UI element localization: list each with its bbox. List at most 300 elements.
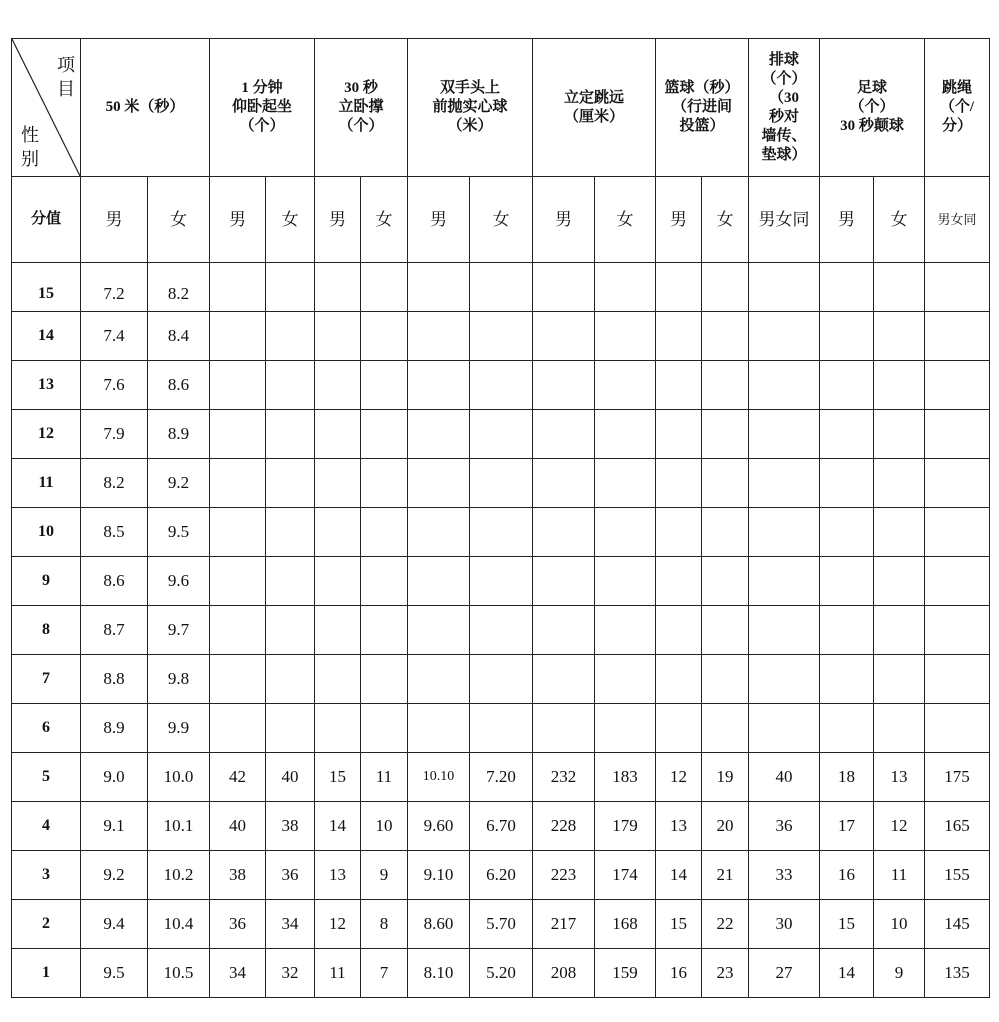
score-column-header: 分值 [12, 177, 81, 263]
table-row [12, 606, 990, 655]
value-cell: 179 [595, 802, 656, 851]
value-cell: 9 [361, 851, 408, 900]
value-cell [749, 361, 820, 410]
value-cell: 36 [210, 900, 266, 949]
value-cell [656, 655, 702, 704]
gender-female-header: 女 [595, 177, 656, 263]
value-cell [820, 655, 874, 704]
value-cell [408, 312, 470, 361]
value-cell [595, 410, 656, 459]
value-cell [702, 655, 749, 704]
gender-female-header: 女 [361, 177, 408, 263]
value-cell [702, 508, 749, 557]
value-cell: 8.4 [148, 312, 210, 361]
value-cell: 9.2 [81, 851, 148, 900]
value-cell: 228 [533, 802, 595, 851]
value-cell [595, 704, 656, 753]
value-cell [408, 655, 470, 704]
gender-both-header: 男女同 [925, 177, 990, 263]
score-cell: 12 [12, 410, 81, 459]
value-cell [210, 655, 266, 704]
value-cell: 14 [656, 851, 702, 900]
value-cell: 11 [874, 851, 925, 900]
value-cell [702, 704, 749, 753]
value-cell: 8.10 [408, 949, 470, 998]
value-cell [210, 263, 266, 312]
gender-header-row [12, 177, 990, 263]
value-cell [925, 312, 990, 361]
value-cell [533, 508, 595, 557]
corner-item-label: 项 目 [57, 55, 75, 99]
value-cell [595, 361, 656, 410]
table-row [12, 361, 990, 410]
table-row [12, 900, 990, 949]
value-cell [595, 508, 656, 557]
value-cell: 8 [361, 900, 408, 949]
value-cell: 11 [361, 753, 408, 802]
value-cell [470, 361, 533, 410]
value-cell: 174 [595, 851, 656, 900]
value-cell [315, 263, 361, 312]
value-cell [874, 410, 925, 459]
value-cell [408, 361, 470, 410]
gender-male-header: 男 [210, 177, 266, 263]
value-cell [925, 361, 990, 410]
value-cell [210, 361, 266, 410]
value-cell: 30 [749, 900, 820, 949]
value-cell: 10.10 [408, 753, 470, 802]
value-cell: 159 [595, 949, 656, 998]
value-cell: 40 [749, 753, 820, 802]
value-cell: 22 [702, 900, 749, 949]
value-cell [749, 655, 820, 704]
value-cell [361, 312, 408, 361]
value-cell [820, 704, 874, 753]
value-cell [361, 263, 408, 312]
value-cell: 9.60 [408, 802, 470, 851]
value-cell [925, 606, 990, 655]
value-cell: 13 [874, 753, 925, 802]
value-cell: 42 [210, 753, 266, 802]
table-row [12, 312, 990, 361]
value-cell [874, 459, 925, 508]
value-cell: 11 [315, 949, 361, 998]
value-cell [408, 557, 470, 606]
value-cell [874, 508, 925, 557]
value-cell: 9.10 [408, 851, 470, 900]
value-cell [315, 312, 361, 361]
table-row [12, 410, 990, 459]
value-cell: 6.70 [470, 802, 533, 851]
value-cell: 223 [533, 851, 595, 900]
value-cell [533, 557, 595, 606]
value-cell: 15 [820, 900, 874, 949]
value-cell [266, 459, 315, 508]
event-header-burpees: 30 秒 立卧撑 （个） [315, 39, 408, 177]
score-cell: 15 [12, 263, 81, 312]
value-cell [749, 263, 820, 312]
value-cell [210, 557, 266, 606]
value-cell [361, 655, 408, 704]
value-cell: 18 [820, 753, 874, 802]
value-cell [315, 459, 361, 508]
value-cell: 9.0 [81, 753, 148, 802]
value-cell [470, 263, 533, 312]
value-cell: 8.9 [148, 410, 210, 459]
value-cell: 9.2 [148, 459, 210, 508]
value-cell: 23 [702, 949, 749, 998]
table-row [12, 949, 990, 998]
value-cell [702, 263, 749, 312]
value-cell: 15 [656, 900, 702, 949]
value-cell [749, 606, 820, 655]
corner-gender-label: 性 别 [21, 125, 39, 169]
table-row [12, 459, 990, 508]
value-cell: 175 [925, 753, 990, 802]
value-cell [702, 459, 749, 508]
value-cell [820, 263, 874, 312]
value-cell [361, 361, 408, 410]
value-cell [533, 704, 595, 753]
value-cell [874, 361, 925, 410]
score-cell: 3 [12, 851, 81, 900]
table-row [12, 753, 990, 802]
value-cell [210, 606, 266, 655]
value-cell: 9.7 [148, 606, 210, 655]
value-cell: 15 [315, 753, 361, 802]
value-cell [820, 459, 874, 508]
value-cell [470, 459, 533, 508]
value-cell: 20 [702, 802, 749, 851]
value-cell: 7.6 [81, 361, 148, 410]
value-cell: 9.1 [81, 802, 148, 851]
value-cell [266, 361, 315, 410]
score-table [11, 38, 990, 998]
value-cell: 10.5 [148, 949, 210, 998]
value-cell [749, 508, 820, 557]
value-cell: 8.6 [148, 361, 210, 410]
value-cell: 33 [749, 851, 820, 900]
value-cell: 9.5 [81, 949, 148, 998]
event-header-long-jump: 立定跳远 （厘米） [533, 39, 656, 177]
value-cell: 183 [595, 753, 656, 802]
value-cell: 9.5 [148, 508, 210, 557]
event-header-row [12, 39, 990, 177]
score-cell: 14 [12, 312, 81, 361]
value-cell [820, 557, 874, 606]
value-cell [315, 704, 361, 753]
value-cell [533, 655, 595, 704]
value-cell [702, 557, 749, 606]
value-cell: 40 [266, 753, 315, 802]
gender-male-header: 男 [315, 177, 361, 263]
score-cell: 1 [12, 949, 81, 998]
value-cell [925, 410, 990, 459]
value-cell: 8.60 [408, 900, 470, 949]
score-cell: 2 [12, 900, 81, 949]
value-cell: 34 [266, 900, 315, 949]
value-cell [533, 263, 595, 312]
gender-male-header: 男 [408, 177, 470, 263]
gender-male-header: 男 [81, 177, 148, 263]
value-cell [874, 704, 925, 753]
value-cell [702, 361, 749, 410]
value-cell [266, 312, 315, 361]
event-header-volleyball: 排球 （个） （30 秒对 墙传、 垫球） [749, 39, 820, 177]
value-cell [266, 655, 315, 704]
value-cell: 7.9 [81, 410, 148, 459]
value-cell: 12 [656, 753, 702, 802]
value-cell: 10.2 [148, 851, 210, 900]
table-row [12, 655, 990, 704]
value-cell: 38 [266, 802, 315, 851]
value-cell: 21 [702, 851, 749, 900]
value-cell [656, 606, 702, 655]
table-row [12, 704, 990, 753]
event-header-basketball: 篮球（秒） （行进间 投篮） [656, 39, 749, 177]
value-cell: 38 [210, 851, 266, 900]
value-cell: 10 [874, 900, 925, 949]
value-cell: 9.8 [148, 655, 210, 704]
value-cell [266, 606, 315, 655]
value-cell: 9 [874, 949, 925, 998]
value-cell: 19 [702, 753, 749, 802]
value-cell [656, 459, 702, 508]
value-cell: 217 [533, 900, 595, 949]
gender-female-header: 女 [874, 177, 925, 263]
value-cell [595, 606, 656, 655]
score-cell: 13 [12, 361, 81, 410]
value-cell [533, 312, 595, 361]
event-header-medicine-ball: 双手头上 前抛实心球 （米） [408, 39, 533, 177]
value-cell [595, 655, 656, 704]
value-cell: 27 [749, 949, 820, 998]
gender-female-header: 女 [148, 177, 210, 263]
value-cell [874, 312, 925, 361]
value-cell [656, 704, 702, 753]
value-cell [820, 312, 874, 361]
value-cell [656, 361, 702, 410]
value-cell [595, 459, 656, 508]
value-cell: 10.4 [148, 900, 210, 949]
corner-header-cell [12, 39, 81, 177]
value-cell [408, 704, 470, 753]
value-cell: 7 [361, 949, 408, 998]
value-cell: 16 [656, 949, 702, 998]
value-cell [470, 655, 533, 704]
value-cell [315, 410, 361, 459]
value-cell: 13 [656, 802, 702, 851]
value-cell [702, 606, 749, 655]
gender-male-header: 男 [656, 177, 702, 263]
value-cell [595, 312, 656, 361]
value-cell: 13 [315, 851, 361, 900]
score-cell: 4 [12, 802, 81, 851]
value-cell [533, 361, 595, 410]
score-table-body [12, 263, 990, 998]
score-cell: 6 [12, 704, 81, 753]
value-cell [315, 361, 361, 410]
value-cell [266, 410, 315, 459]
value-cell [361, 557, 408, 606]
value-cell [408, 410, 470, 459]
value-cell: 9.9 [148, 704, 210, 753]
value-cell [408, 508, 470, 557]
score-table-wrapper [11, 38, 990, 998]
value-cell [749, 704, 820, 753]
value-cell [749, 557, 820, 606]
value-cell [749, 459, 820, 508]
value-cell [315, 557, 361, 606]
value-cell [820, 606, 874, 655]
value-cell: 7.20 [470, 753, 533, 802]
value-cell [925, 655, 990, 704]
value-cell [925, 459, 990, 508]
value-cell [702, 312, 749, 361]
value-cell [266, 557, 315, 606]
score-cell: 5 [12, 753, 81, 802]
value-cell [874, 557, 925, 606]
value-cell [656, 508, 702, 557]
value-cell: 32 [266, 949, 315, 998]
value-cell: 40 [210, 802, 266, 851]
value-cell: 6.20 [470, 851, 533, 900]
value-cell: 8.2 [81, 459, 148, 508]
value-cell: 12 [315, 900, 361, 949]
value-cell [656, 312, 702, 361]
value-cell [210, 508, 266, 557]
value-cell: 8.5 [81, 508, 148, 557]
value-cell: 155 [925, 851, 990, 900]
value-cell: 10.0 [148, 753, 210, 802]
gender-male-header: 男 [820, 177, 874, 263]
value-cell: 14 [820, 949, 874, 998]
table-row [12, 263, 990, 312]
value-cell [361, 508, 408, 557]
value-cell: 145 [925, 900, 990, 949]
gender-female-header: 女 [266, 177, 315, 263]
gender-male-header: 男 [533, 177, 595, 263]
value-cell [874, 606, 925, 655]
value-cell [408, 459, 470, 508]
value-cell [266, 704, 315, 753]
value-cell: 9.6 [148, 557, 210, 606]
value-cell [656, 557, 702, 606]
event-header-jump-rope: 跳绳 （个/ 分） [925, 39, 990, 177]
value-cell [820, 508, 874, 557]
value-cell [749, 410, 820, 459]
value-cell [470, 704, 533, 753]
value-cell: 8.8 [81, 655, 148, 704]
table-row [12, 557, 990, 606]
value-cell [595, 557, 656, 606]
value-cell: 12 [874, 802, 925, 851]
value-cell: 16 [820, 851, 874, 900]
value-cell [361, 606, 408, 655]
value-cell: 17 [820, 802, 874, 851]
value-cell [533, 606, 595, 655]
event-header-situps: 1 分钟 仰卧起坐 （个） [210, 39, 315, 177]
value-cell: 9.4 [81, 900, 148, 949]
value-cell [820, 361, 874, 410]
table-row [12, 802, 990, 851]
value-cell [820, 410, 874, 459]
value-cell [361, 459, 408, 508]
value-cell [925, 263, 990, 312]
value-cell: 10 [361, 802, 408, 851]
value-cell [470, 508, 533, 557]
value-cell [210, 312, 266, 361]
value-cell: 8.6 [81, 557, 148, 606]
value-cell [925, 508, 990, 557]
score-cell: 11 [12, 459, 81, 508]
value-cell: 7.2 [81, 263, 148, 312]
value-cell [874, 263, 925, 312]
value-cell: 8.9 [81, 704, 148, 753]
event-header-50m: 50 米（秒） [81, 39, 210, 177]
value-cell [470, 312, 533, 361]
value-cell: 208 [533, 949, 595, 998]
value-cell: 34 [210, 949, 266, 998]
value-cell [656, 263, 702, 312]
event-header-football: 足球 （个） 30 秒颠球 [820, 39, 925, 177]
score-cell: 9 [12, 557, 81, 606]
score-cell: 7 [12, 655, 81, 704]
gender-both-header: 男女同 [749, 177, 820, 263]
value-cell [210, 410, 266, 459]
value-cell: 36 [749, 802, 820, 851]
score-cell: 8 [12, 606, 81, 655]
value-cell [595, 263, 656, 312]
value-cell: 5.20 [470, 949, 533, 998]
value-cell [533, 410, 595, 459]
value-cell [266, 508, 315, 557]
value-cell: 36 [266, 851, 315, 900]
value-cell [470, 410, 533, 459]
value-cell [361, 410, 408, 459]
value-cell [408, 263, 470, 312]
value-cell [361, 704, 408, 753]
value-cell: 5.70 [470, 900, 533, 949]
value-cell: 168 [595, 900, 656, 949]
value-cell: 14 [315, 802, 361, 851]
value-cell [315, 508, 361, 557]
value-cell [925, 704, 990, 753]
gender-female-header: 女 [470, 177, 533, 263]
value-cell [315, 606, 361, 655]
value-cell [408, 606, 470, 655]
value-cell: 8.7 [81, 606, 148, 655]
value-cell: 135 [925, 949, 990, 998]
value-cell [656, 410, 702, 459]
value-cell [210, 704, 266, 753]
value-cell [702, 410, 749, 459]
value-cell [470, 606, 533, 655]
value-cell [533, 459, 595, 508]
value-cell [749, 312, 820, 361]
value-cell [266, 263, 315, 312]
value-cell [925, 557, 990, 606]
value-cell: 232 [533, 753, 595, 802]
value-cell: 7.4 [81, 312, 148, 361]
value-cell [210, 459, 266, 508]
value-cell: 165 [925, 802, 990, 851]
value-cell [874, 655, 925, 704]
gender-female-header: 女 [702, 177, 749, 263]
value-cell [315, 655, 361, 704]
table-row [12, 508, 990, 557]
value-cell: 10.1 [148, 802, 210, 851]
